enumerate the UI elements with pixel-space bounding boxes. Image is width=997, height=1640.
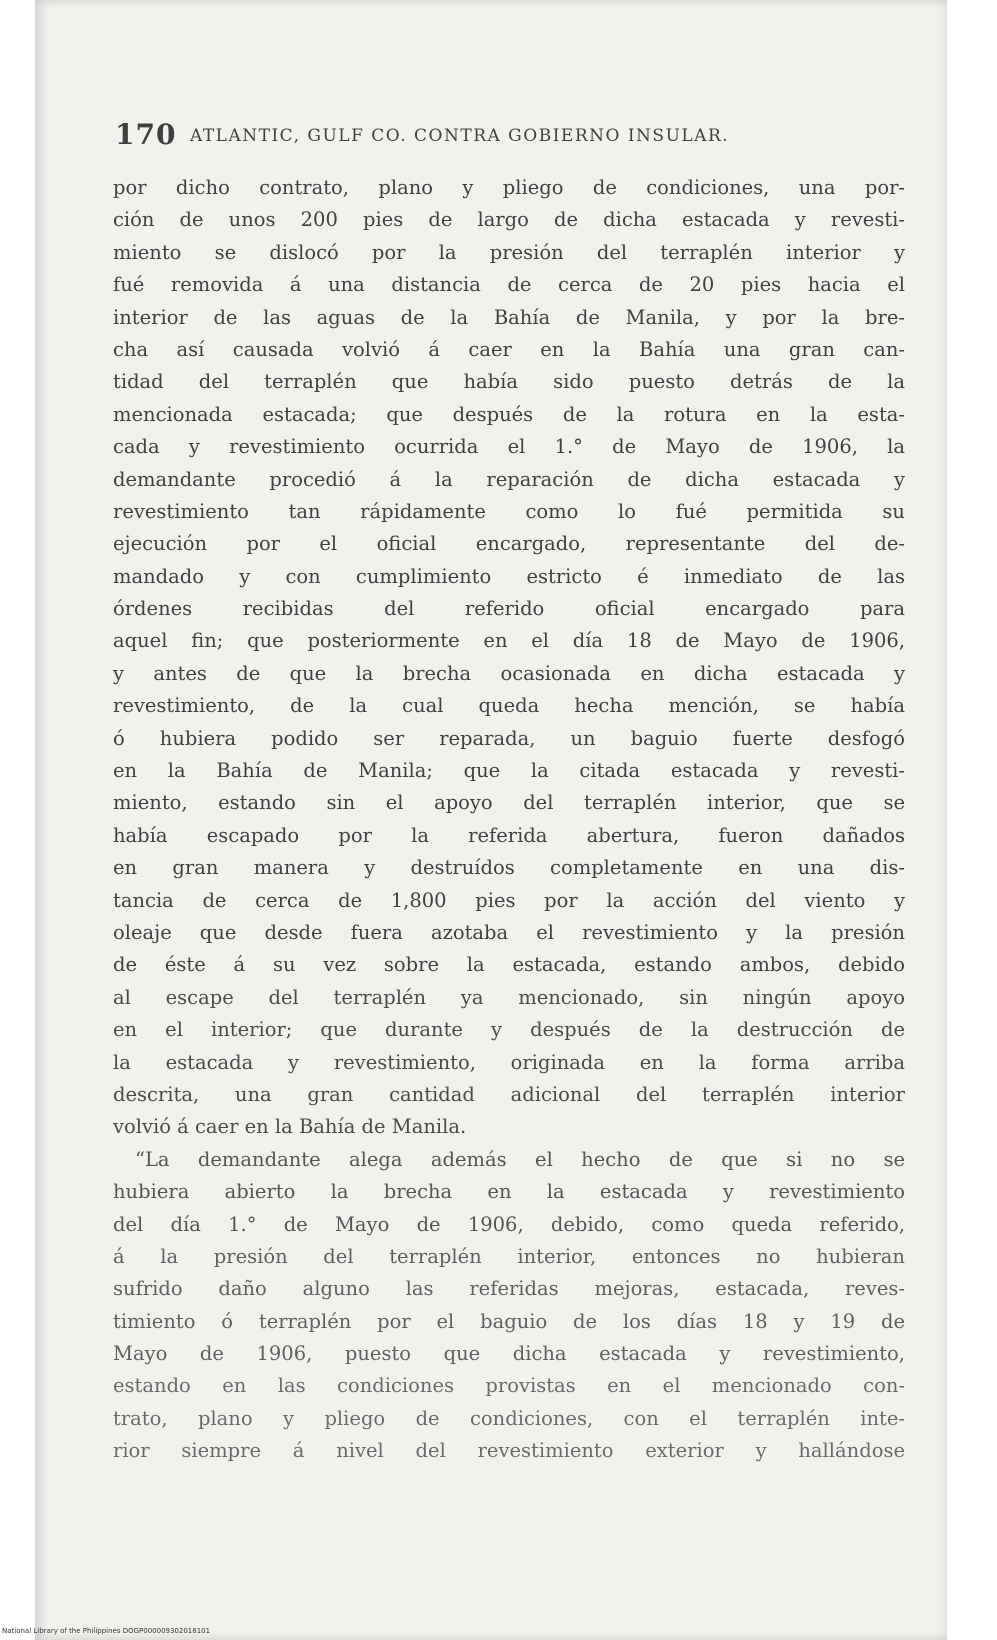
text-line: volvió á caer en la Bahía de Manila. (113, 1115, 467, 1139)
text-line: órdenes recibidas del referido oficial encargado para (113, 597, 905, 621)
page-number: 170 (115, 118, 177, 151)
text-line: miento se dislocó por la presión del terraplén interior y (113, 240, 905, 264)
scanned-page (35, 0, 947, 1640)
text-line: trato, plano y pliego de condiciones, con el terraplén inte- (113, 1406, 905, 1430)
text-line: ejecución por el oficial encargado, representante del de- (113, 532, 905, 556)
text-line: la estacada y revestimiento, originada en la forma arriba (113, 1050, 905, 1074)
text-line: de éste á su vez sobre la estacada, estando ambos, debido (113, 953, 905, 977)
text-line: por dicho contrato, plano y pliego de condiciones, una por- (113, 176, 905, 199)
text-line: timiento ó terraplén por el baguio de los días 18 y 19 de (113, 1309, 905, 1333)
text-line: mencionada estacada; que después de la rotura en la esta- (113, 402, 905, 426)
running-head: ATLANTIC, GULF CO. CONTRA GOBIERNO INSULAR. (190, 126, 730, 146)
text-line: descrita, una gran cantidad adicional del terraplén interior (113, 1082, 905, 1106)
text-line: revestimiento tan rápidamente como lo fué permitida su (113, 499, 905, 523)
text-line: ción de unos 200 pies de largo de dicha estacada y revesti- (113, 208, 905, 232)
text-line: tidad del terraplén que había sido puesto detrás de la (113, 370, 905, 394)
library-footer-note: National Library of the Philippines DOGP000009302018101 (2, 1627, 211, 1635)
page-header (115, 118, 915, 158)
text-line: “La demandante alega además el hecho de que si no se (135, 1147, 905, 1171)
text-line: á la presión del terraplén interior, entonces no hubieran (113, 1244, 905, 1268)
text-line: demandante procedió á la reparación de dicha estacada y (113, 467, 905, 491)
text-line: del día 1.° de Mayo de 1906, debido, como queda referido, (113, 1212, 905, 1236)
text-line: en gran manera y destruídos completamente en una dis- (113, 856, 905, 880)
text-line: tancia de cerca de 1,800 pies por la acción del viento y (113, 888, 905, 912)
text-line: había escapado por la referida abertura, fueron dañados (113, 823, 905, 847)
text-line: cha así causada volvió á caer en la Bahía una gran can- (113, 337, 905, 361)
text-line: fué removida á una distancia de cerca de 20 pies hacia el (113, 273, 905, 297)
text-line: y antes de que la brecha ocasionada en dicha estacada y (113, 661, 905, 685)
text-line: al escape del terraplén ya mencionado, sin ningún apoyo (113, 985, 905, 1009)
text-line: miento, estando sin el apoyo del terraplén interior, que se (113, 791, 905, 815)
text-line: sufrido daño alguno las referidas mejoras, estacada, reves- (113, 1277, 905, 1301)
text-line: cada y revestimiento ocurrida el 1.° de Mayo de 1906, la (113, 435, 905, 459)
text-line: ó hubiera podido ser reparada, un baguio fuerte desfogó (113, 726, 905, 750)
text-line: Mayo de 1906, puesto que dicha estacada y revestimiento, (113, 1342, 905, 1366)
text-line: en la Bahía de Manila; que la citada estacada y revesti- (113, 759, 905, 783)
text-line: mandado y con cumplimiento estricto é inmediato de las (113, 564, 905, 588)
text-line: rior siempre á nivel del revestimiento exterior y hallándose (113, 1439, 905, 1463)
text-line: aquel fin; que posteriormente en el día 18 de Mayo de 1906, (113, 629, 905, 653)
text-line: en el interior; que durante y después de la destrucción de (113, 1018, 905, 1042)
text-line: hubiera abierto la brecha en la estacada y revestimiento (113, 1180, 905, 1204)
text-line: interior de las aguas de la Bahía de Manila, y por la bre- (113, 305, 905, 329)
text-line: revestimiento, de la cual queda hecha mención, se había (113, 694, 905, 718)
text-line: estando en las condiciones provistas en el mencionado con- (113, 1374, 905, 1398)
text-line: oleaje que desde fuera azotaba el revestimiento y la presión (113, 920, 905, 944)
body-text (113, 172, 905, 1468)
